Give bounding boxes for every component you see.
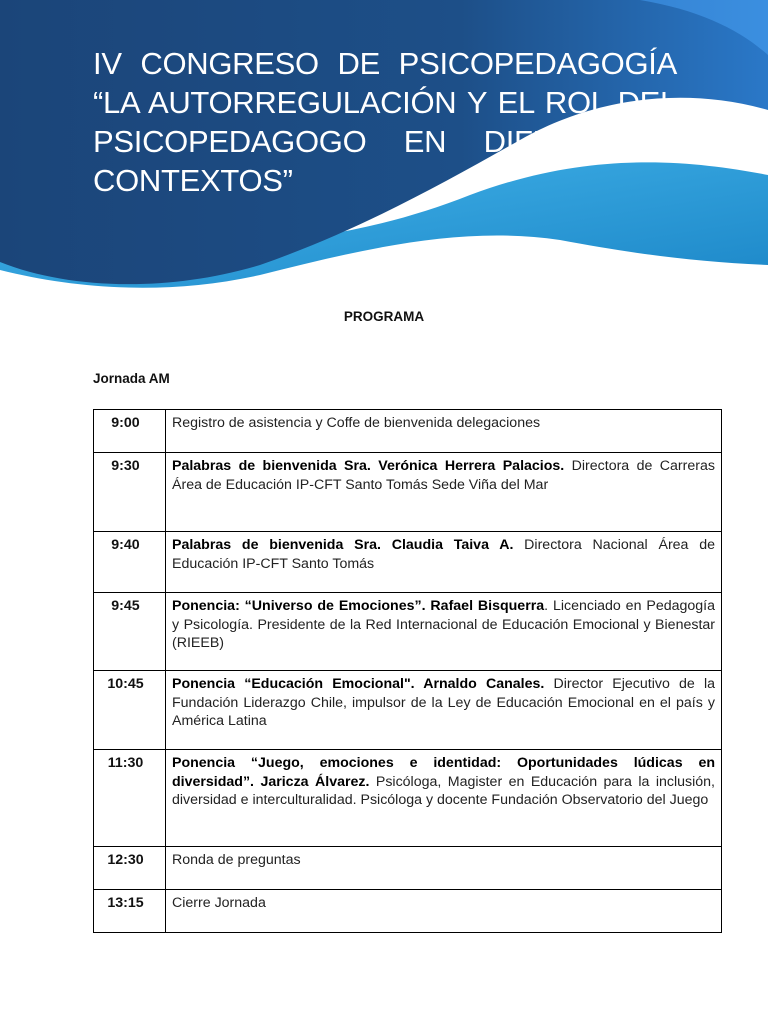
time-cell: 9:00 bbox=[94, 410, 166, 453]
description-cell bbox=[166, 593, 722, 671]
speaker-highlight: Ponencia: “Universo de Emociones”. Rafael Bisquerra bbox=[172, 598, 545, 614]
description-cell bbox=[166, 750, 722, 847]
session-label: Jornada AM bbox=[93, 371, 170, 386]
description-cell bbox=[166, 532, 722, 593]
time-cell: 9:30 bbox=[94, 453, 166, 532]
description-text: Director Ejecutivo de la Fundación Liderazgo Chile, impulsor de la Ley de Educación Emocional en el país y América Latina bbox=[172, 676, 715, 729]
table-row bbox=[94, 890, 722, 933]
speaker-highlight: Ponencia “Juego, emociones e identidad: Oportunidades lúdicas en diversidad”. Jaricza Álvarez. bbox=[172, 755, 715, 790]
speaker-highlight: Palabras de bienvenida Sra. Claudia Taiva A. bbox=[172, 537, 514, 553]
description-text: Registro de asistencia y Coffe de bienvenida delegaciones bbox=[172, 415, 541, 431]
speaker-highlight: Palabras de bienvenida Sra. Verónica Herrera Palacios. bbox=[172, 458, 565, 474]
description-text: Directora de Carreras Área de Educación IP-CFT Santo Tomás Sede Viña del Mar bbox=[172, 458, 715, 493]
table-row bbox=[94, 847, 722, 890]
description-text: Ronda de preguntas bbox=[172, 852, 301, 868]
description-text: Cierre Jornada bbox=[172, 895, 266, 911]
table-row bbox=[94, 453, 722, 532]
time-cell: 9:40 bbox=[94, 532, 166, 593]
description-text: . Licenciado en Pedagogía y Psicología. Presidente de la Red Internacional de Educación Emocional y Bienestar (RIEEB) bbox=[172, 598, 715, 651]
program-heading: PROGRAMA bbox=[343, 309, 425, 324]
description-cell bbox=[166, 410, 722, 453]
time-cell: 11:30 bbox=[94, 750, 166, 847]
time-cell: 9:45 bbox=[94, 593, 166, 671]
description-cell bbox=[166, 671, 722, 750]
table-row bbox=[94, 532, 722, 593]
time-cell: 13:15 bbox=[94, 890, 166, 933]
time-cell: 10:45 bbox=[94, 671, 166, 750]
table-row bbox=[94, 750, 722, 847]
description-cell bbox=[166, 890, 722, 933]
description-text: Psicóloga, Magister en Educación para la inclusión, diversidad e interculturalidad. Psicóloga y docente Fundación Observatorio del Juego bbox=[172, 773, 715, 808]
table-row bbox=[94, 593, 722, 671]
description-text: Directora Nacional Área de Educación IP-CFT Santo Tomás bbox=[172, 537, 715, 572]
table-row bbox=[94, 410, 722, 453]
table-row bbox=[94, 671, 722, 750]
time-cell: 12:30 bbox=[94, 847, 166, 890]
schedule-table bbox=[93, 409, 722, 933]
speaker-highlight: Ponencia “Educación Emocional". Arnaldo Canales. bbox=[172, 676, 545, 692]
congress-title: IV CONGRESO DE PSICOPEDAGOGÍA “LA AUTORREGULACIÓN Y EL ROL DEL PSICOPEDAGOGO EN DIFERENTES CONTEXTOS” bbox=[93, 46, 677, 198]
description-cell bbox=[166, 453, 722, 532]
description-cell bbox=[166, 847, 722, 890]
